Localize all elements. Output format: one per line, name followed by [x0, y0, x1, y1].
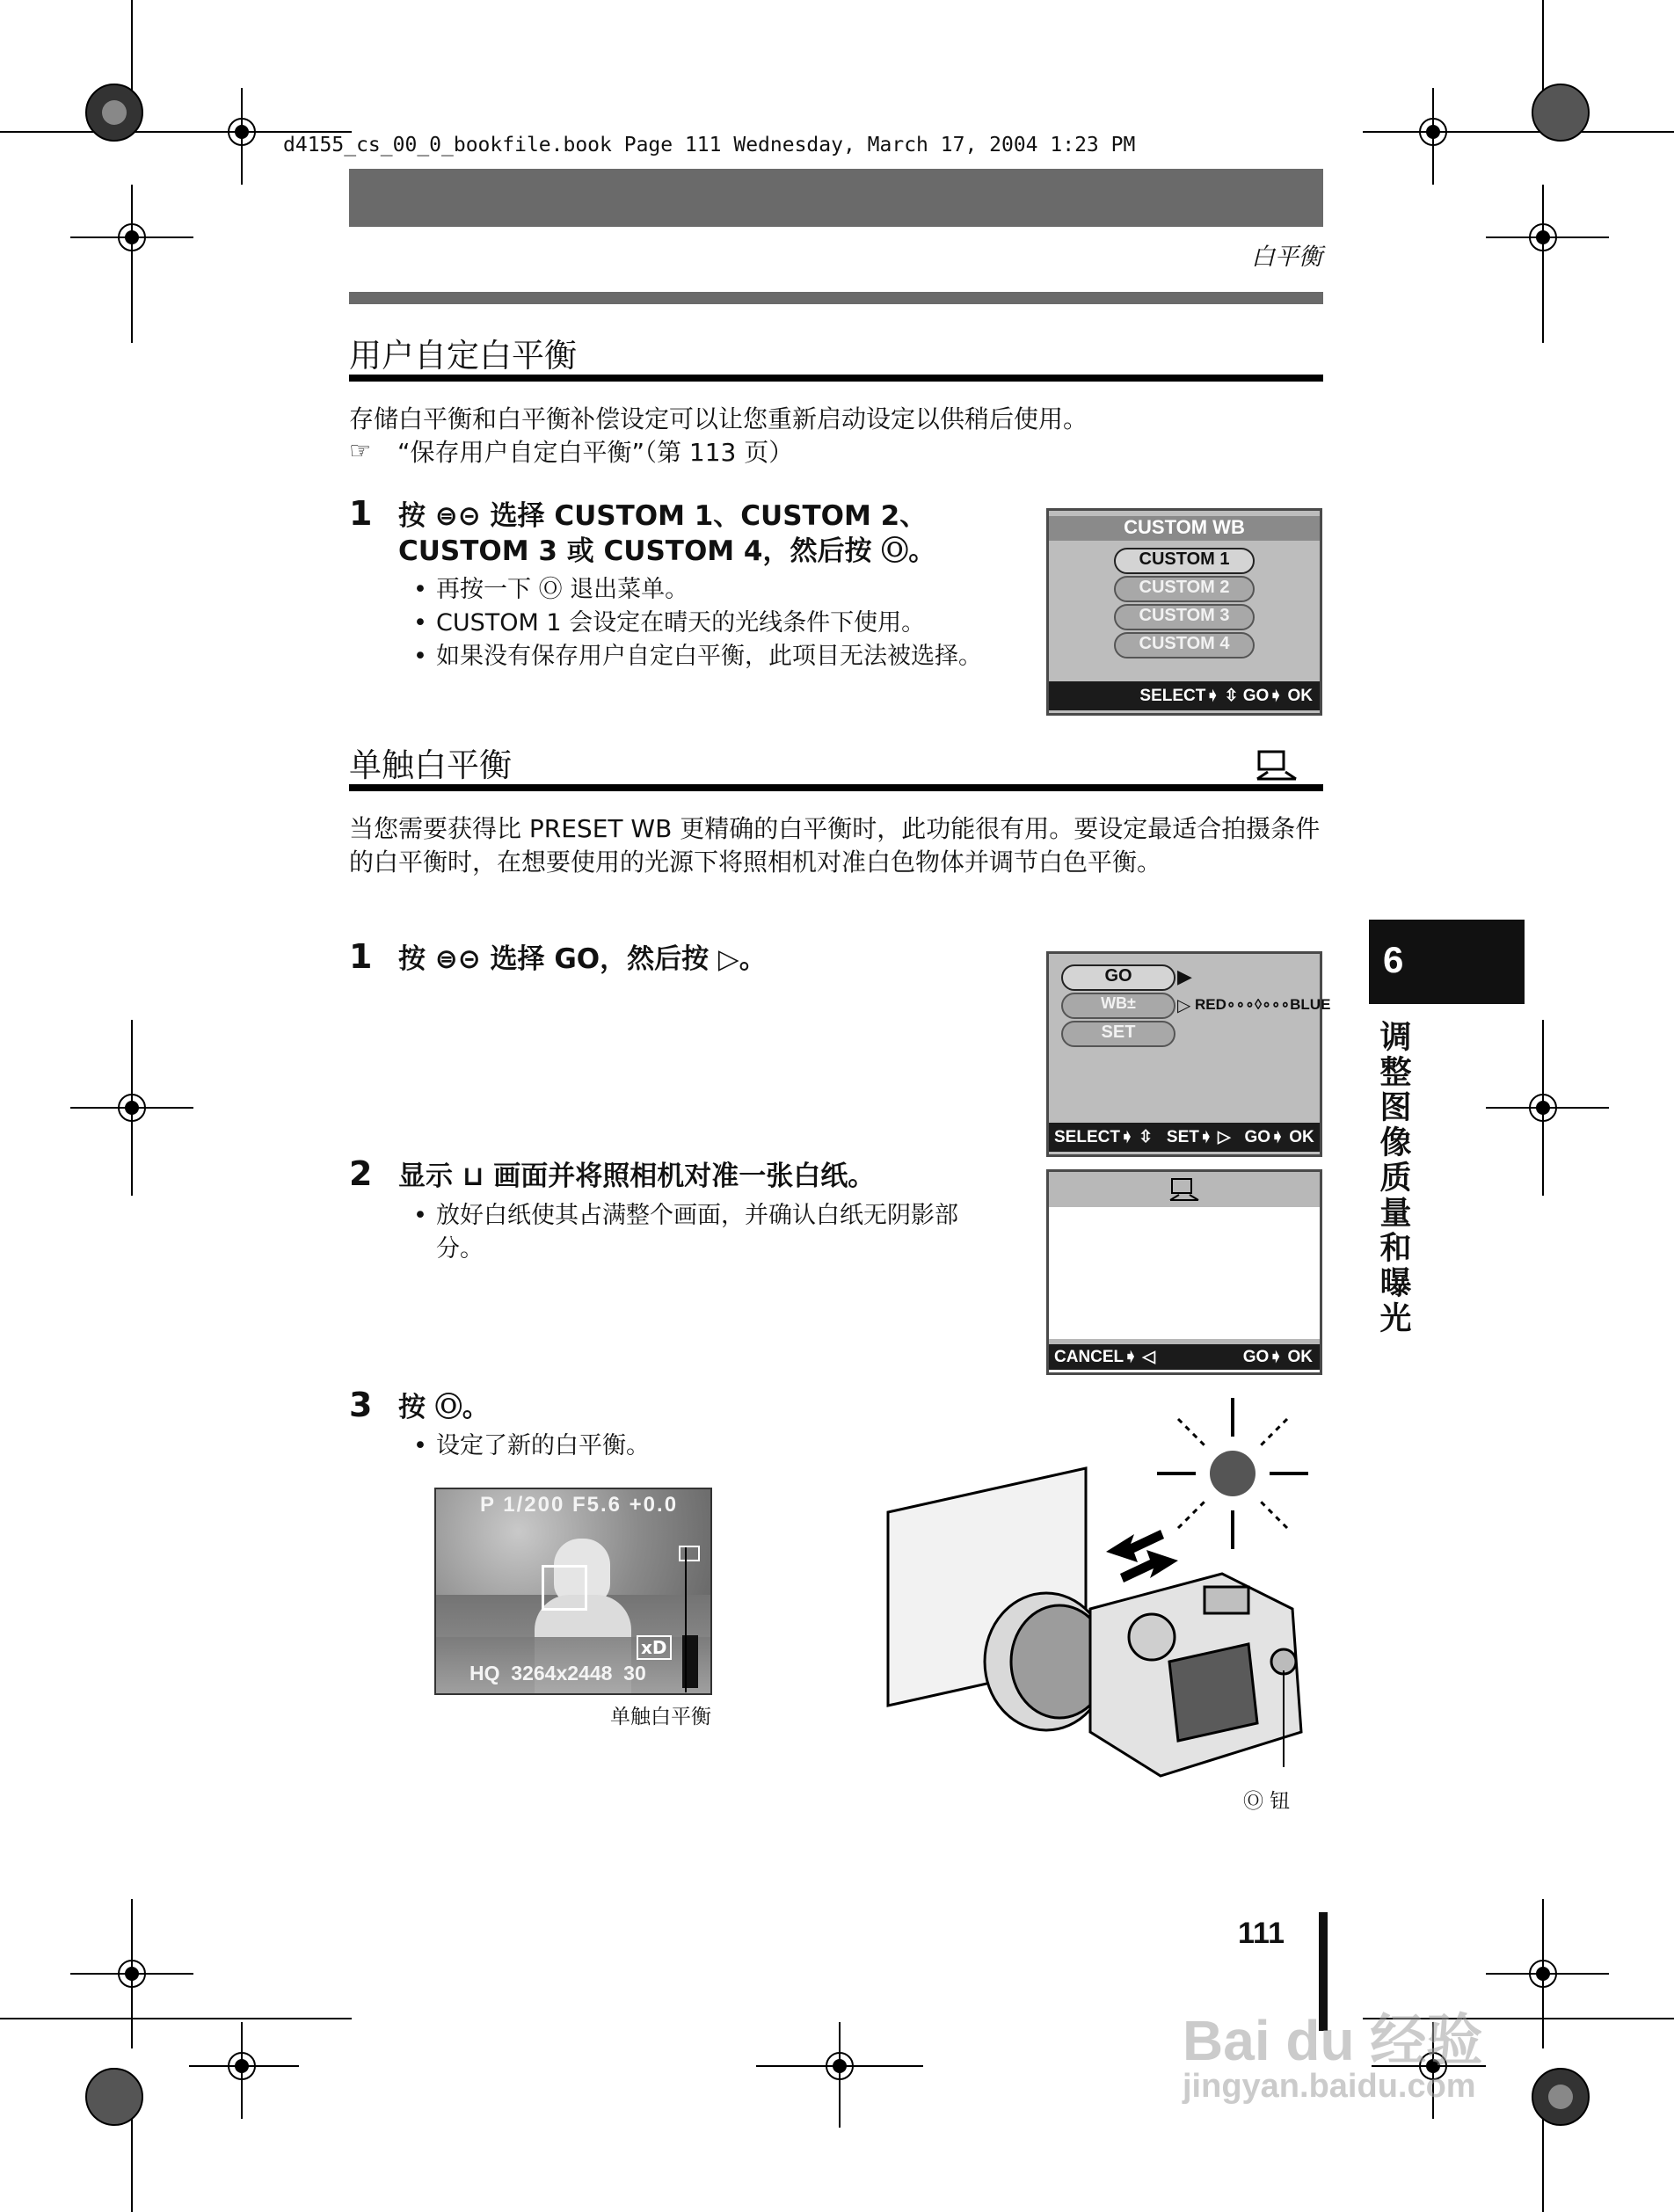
custom-wb-screen — [1046, 508, 1322, 716]
section2-rule — [349, 784, 1323, 791]
s2-step2-bullet: • 放好白纸使其占满整个画面，并确认白纸无阴影部分。 — [436, 1199, 999, 1266]
lcd-preview-photo — [434, 1488, 712, 1695]
custom-wb-item: CUSTOM 4 — [1114, 632, 1255, 659]
custom-wb-item-selected: CUSTOM 1 — [1114, 548, 1255, 574]
header-rule — [349, 292, 1323, 304]
go-menu-screen — [1046, 951, 1331, 1157]
camera-illustration — [870, 1398, 1328, 1802]
section2-title: 单触白平衡 — [349, 746, 512, 784]
running-head: 白平衡 — [1251, 244, 1322, 271]
go-menu-statusbar: SELECT➧ ⇳ SET➧ ▷ GO➧ OK — [1049, 1123, 1320, 1152]
step1-bullet: • 如果没有保存用户自定白平衡，此项目无法被选择。 — [436, 640, 982, 673]
s2-step2-text: 显示 ⊔ 画面并将照相机对准一张白纸。 — [398, 1161, 876, 1192]
camera-body — [985, 1574, 1301, 1776]
custom-wb-item: CUSTOM 2 — [1114, 576, 1255, 602]
s2-step1-text: 按 ⊜⊝ 选择 GO，然后按 ▷。 — [398, 943, 767, 975]
xd-card-icon: xD — [637, 1635, 672, 1660]
s2-step1-number: 1 — [349, 937, 373, 976]
ok-button-caption: Ⓞ 钮 — [1243, 1790, 1291, 1813]
one-touch-screen — [1046, 1169, 1322, 1375]
chapter-tab — [1369, 920, 1525, 1004]
header-bar — [349, 169, 1323, 227]
one-touch-statusbar — [1049, 1344, 1320, 1370]
print-header: d4155_cs_00_0_bookfile.book Page 111 Wednesday, March 17, 2004 1:23 PM — [283, 134, 1136, 156]
chapter-title-vertical: 调整图像质量和曝光 — [1375, 1020, 1411, 1336]
right-outline-arrow-icon: ▷ — [1177, 994, 1191, 1015]
lcd-caption: 单触白平衡 — [610, 1706, 711, 1728]
reflection-arrows-icon — [1106, 1530, 1178, 1583]
section1-title: 用户自定白平衡 — [349, 337, 577, 375]
watermark-url: jingyan.baidu.com — [1183, 2068, 1476, 2105]
s2-step3-bullet: • 设定了新的白平衡。 — [436, 1430, 650, 1463]
sun-icon — [1157, 1398, 1308, 1549]
set-item: SET — [1061, 1021, 1175, 1047]
wb-comp-item: WB± — [1061, 993, 1175, 1019]
section2-intro: 当您需要获得比 PRESET WB 更精确的白平衡时，此功能很有用。要设定最适合拍摄条件的白平衡时，在想要使用的光源下将照相机对准白色物体并调节白色平衡。 — [349, 814, 1321, 877]
watermark-logo: Bai du 经验 — [1183, 2009, 1483, 2072]
step1-number: 1 — [349, 494, 373, 533]
step1-bullet: • 再按一下 Ⓞ 退出菜单。 — [436, 573, 688, 607]
step1-line1: 按 ⊜⊝ 选择 CUSTOM 1、CUSTOM 2、 — [398, 500, 928, 532]
section1-rule — [349, 375, 1323, 382]
custom-wb-statusbar: SELECT➧ ⇳ GO➧ OK — [1049, 681, 1320, 710]
section1-ref: “保存用户自定白平衡”（第 113 页） — [397, 438, 794, 467]
chapter-number: 6 — [1383, 939, 1404, 980]
af-frame — [542, 1565, 587, 1611]
step1-bullet: • CUSTOM 1 会设定在晴天的光线条件下使用。 — [436, 607, 925, 640]
s2-step2-number: 2 — [349, 1154, 373, 1193]
page-number: 111 — [1238, 1917, 1285, 1950]
lcd-top-info: P 1/200 F5.6 +0.0 — [480, 1493, 679, 1517]
custom-wb-item: CUSTOM 3 — [1114, 604, 1255, 630]
lcd-bottom-info: HQ 3264x2448 30 — [469, 1662, 646, 1684]
s2-step3-number: 3 — [349, 1386, 373, 1424]
custom-wb-title: CUSTOM WB — [1049, 516, 1320, 541]
one-touch-wb-icon — [1256, 749, 1298, 784]
one-touch-wb-icon — [1168, 1177, 1200, 1204]
right-arrow-icon: ▶ — [1177, 966, 1192, 988]
caption-leader-line — [677, 1547, 695, 1697]
s2-step3-text: 按 Ⓞ。 — [398, 1392, 490, 1423]
step1-line2: CUSTOM 3 或 CUSTOM 4，然后按 Ⓞ。 — [398, 535, 936, 567]
cancel-label: CANCEL➧ ◁ — [1054, 1348, 1155, 1366]
section1-intro: 存储白平衡和白平衡补偿设定可以让您重新启动设定以供稍后使用。 — [349, 404, 1088, 433]
wb-scale: RED∘∘∘◊∘∘∘BLUE — [1195, 996, 1331, 1013]
go-ok-label: GO➧ OK — [1242, 1348, 1313, 1366]
one-touch-screen-header — [1049, 1172, 1320, 1207]
go-item: GO — [1061, 964, 1175, 991]
reference-icon: ☞ — [349, 436, 372, 465]
